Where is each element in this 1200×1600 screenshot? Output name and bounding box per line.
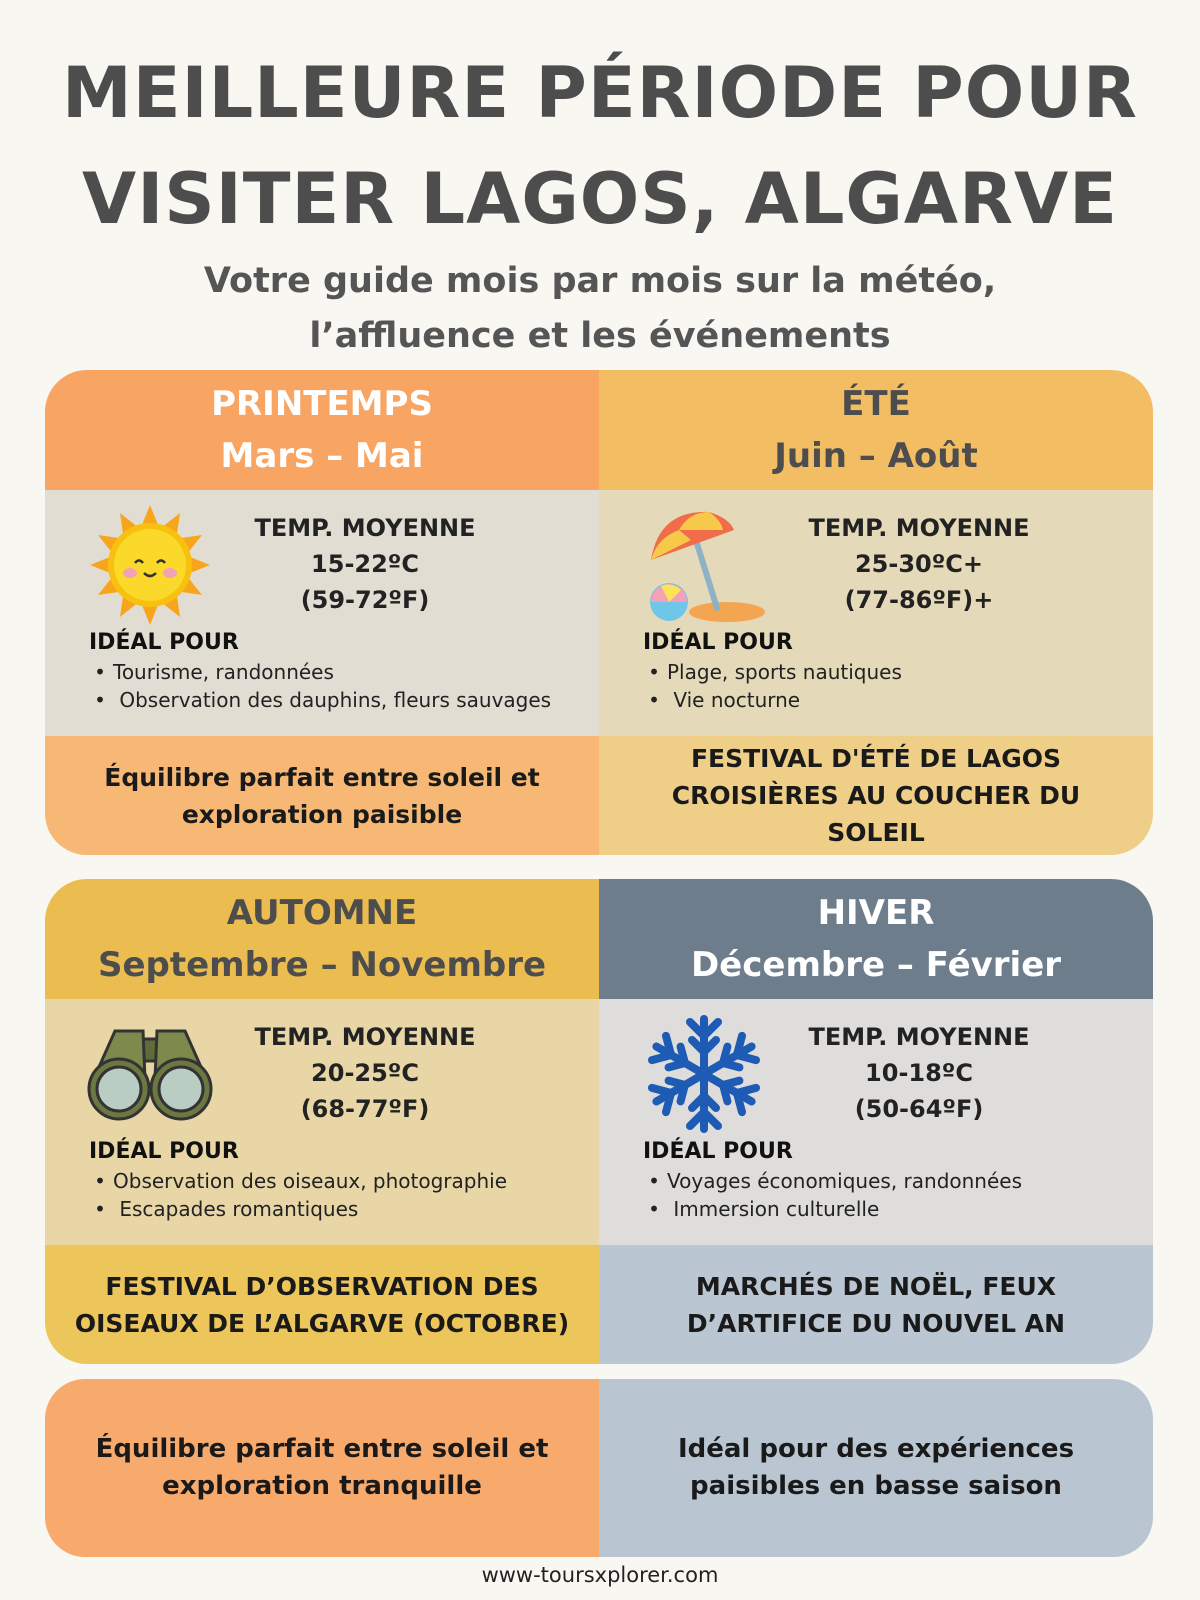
ideal-label: IDÉAL POUR	[643, 1139, 793, 1164]
winter-name: HIVER	[817, 893, 935, 933]
winter-temperature	[789, 1019, 1049, 1127]
autumn-footer: FESTIVAL D’OBSERVATION DES OISEAUX DE L’ALGARVE (OCTOBRE)	[45, 1245, 599, 1364]
temp-fahrenheit: (77-86ºF)+	[844, 586, 994, 614]
winter-body	[599, 999, 1153, 1245]
subtitle-line-2: l’affluence et les événements	[309, 316, 891, 356]
spring-months: Mars – Mai	[220, 436, 424, 476]
winter-header	[599, 879, 1153, 999]
spring-body	[45, 490, 599, 736]
list-item: • Tourisme, randonnées	[89, 658, 551, 686]
temp-fahrenheit: (59-72ºF)	[300, 586, 430, 614]
ideal-label: IDÉAL POUR	[89, 1139, 239, 1164]
list-item: • Observation des dauphins, fleurs sauvages	[89, 686, 551, 714]
temp-label: TEMP. MOYENNE	[808, 514, 1030, 542]
list-item: • Plage, sports nautiques	[643, 658, 902, 686]
summer-header	[599, 370, 1153, 490]
sun-icon	[85, 500, 215, 630]
ideal-label: IDÉAL POUR	[643, 630, 793, 655]
binoculars-icon	[85, 1009, 215, 1139]
spring-footer: Équilibre parfait entre soleil et exploration paisible	[45, 736, 599, 855]
list-item: • Immersion culturelle	[643, 1195, 1022, 1223]
beach-umbrella-icon	[639, 500, 769, 630]
snowflake-icon	[639, 1009, 769, 1139]
list-item: • Observation des oiseaux, photographie	[89, 1167, 507, 1195]
temp-celsius: 25-30ºC+	[854, 550, 983, 578]
temp-label: TEMP. MOYENNE	[254, 514, 476, 542]
ideal-list	[89, 658, 551, 714]
summer-name: ÉTÉ	[841, 384, 911, 424]
autumn-months: Septembre – Novembre	[97, 945, 547, 985]
summer-body	[599, 490, 1153, 736]
summary-right: Idéal pour des expériences paisibles en basse saison	[599, 1379, 1153, 1557]
ideal-list	[643, 658, 902, 714]
winter-months: Décembre – Février	[690, 945, 1062, 985]
autumn-header	[45, 879, 599, 999]
temp-fahrenheit: (68-77ºF)	[300, 1095, 430, 1123]
summary-row	[45, 1379, 1153, 1557]
season-grid-top	[45, 370, 1153, 855]
list-item: • Escapades romantiques	[89, 1195, 507, 1223]
temp-label: TEMP. MOYENNE	[254, 1023, 476, 1051]
page-title-line-1: MEILLEURE PÉRIODE POUR	[62, 52, 1138, 134]
temp-fahrenheit: (50-64ºF)	[854, 1095, 984, 1123]
spring-header	[45, 370, 599, 490]
temp-celsius: 20-25ºC	[311, 1059, 419, 1087]
ideal-label: IDÉAL POUR	[89, 630, 239, 655]
ideal-list	[89, 1167, 507, 1223]
season-grid-bottom	[45, 879, 1153, 1364]
autumn-name: AUTOMNE	[226, 893, 418, 933]
page-title-line-2: VISITER LAGOS, ALGARVE	[82, 158, 1118, 240]
list-item: • Voyages économiques, randonnées	[643, 1167, 1022, 1195]
temp-label: TEMP. MOYENNE	[808, 1023, 1030, 1051]
website-url: www-toursxplorer.com	[481, 1563, 719, 1587]
temp-celsius: 10-18ºC	[865, 1059, 973, 1087]
summer-months: Juin – Août	[774, 436, 978, 476]
spring-temperature	[235, 510, 495, 618]
summer-footer: FESTIVAL D'ÉTÉ DE LAGOS CROISIÈRES AU COUCHER DU SOLEIL	[599, 736, 1153, 855]
winter-footer: MARCHÉS DE NOËL, FEUX D’ARTIFICE DU NOUVEL AN	[599, 1245, 1153, 1364]
autumn-body	[45, 999, 599, 1245]
spring-name: PRINTEMPS	[211, 384, 433, 424]
ideal-list	[643, 1167, 1022, 1223]
summary-left: Équilibre parfait entre soleil et exploration tranquille	[45, 1379, 599, 1557]
summer-temperature	[789, 510, 1049, 618]
list-item: • Vie nocturne	[643, 686, 902, 714]
autumn-temperature	[235, 1019, 495, 1127]
subtitle-line-1: Votre guide mois par mois sur la météo,	[203, 261, 997, 301]
temp-celsius: 15-22ºC	[311, 550, 419, 578]
